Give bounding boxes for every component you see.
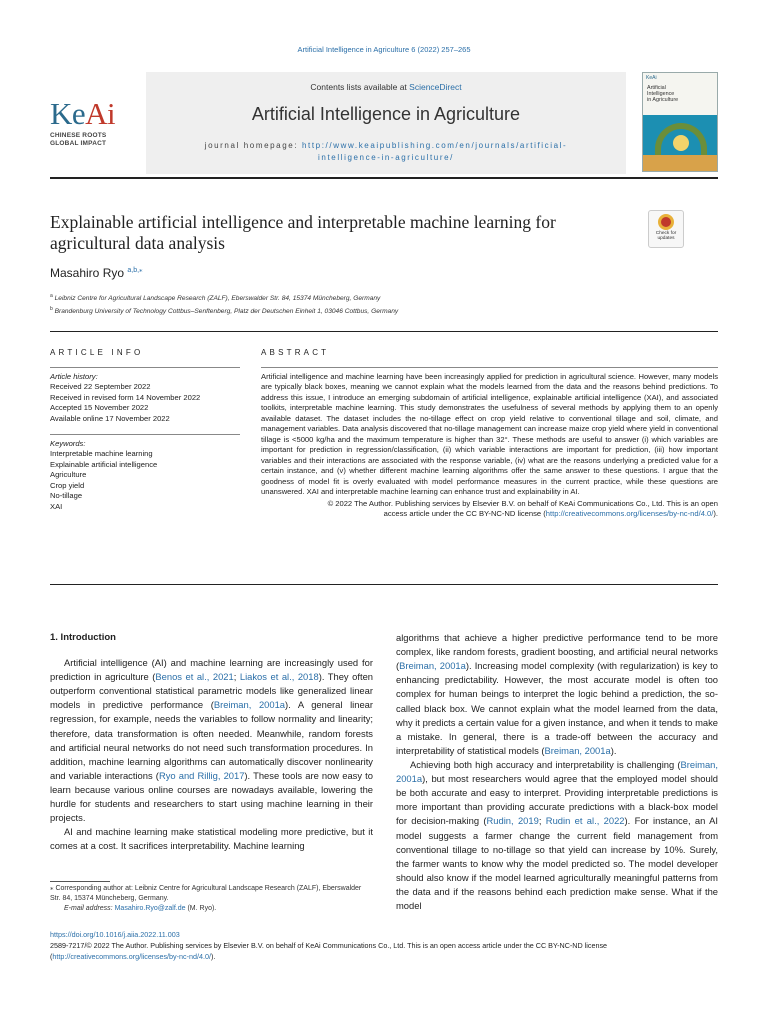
history-item: Received 22 September 2022 <box>50 382 151 392</box>
author-name[interactable]: Masahiro Ryo <box>50 266 125 280</box>
keyword-item: Explainable artificial intelligence <box>50 459 158 469</box>
citation-link[interactable]: Breiman, 2001a <box>213 699 286 711</box>
keyword-item: No-tillage <box>50 491 83 501</box>
intro-paragraph-3: algorithms that achieve a higher predictive performance tend to be more complex, like random forests, gradient boosting, and artificial neural networks (Breiman, 2001a). Increasing model complexity (with regularization) is key to enhancing predictability. However, the most accurate model is often too complex for human beings to interpret the logic behind a prediction, the so-called black box. We cannot explain what the model learned from the data, why it predicts a certain value for a given instance, and when it tends to make a mistake. In general, there is a trade-off between the accuracy and interpretability of statistical models (Breiman, 2001a). <box>396 632 718 756</box>
check-updates-icon <box>658 214 674 230</box>
journal-title: Artificial Intelligence in Agriculture <box>251 104 521 124</box>
citation-link[interactable]: Rudin, 2019 <box>486 815 539 827</box>
history-item: Accepted 15 November 2022 <box>50 403 149 413</box>
section-rule <box>50 331 718 332</box>
author-affil-marks[interactable]: a,b,⁎ <box>127 267 143 274</box>
license-link[interactable]: http://creativecommons.org/licenses/by-nc-nd/4.0/ <box>545 509 714 519</box>
keai-logo-wordmark: KeAi <box>50 96 116 131</box>
article-history: Article history: Received 22 September 2022 Received in revised form 14 November 2022 Accepted 15 November 2022 Available online 17 November 2022 <box>50 367 240 424</box>
affiliation-a: $^a$ Leibniz Centre for Agricultural Landscape Research (ZALF), Eberswalder Str. 84, 15374 Müncheberg, Germany <box>50 293 381 303</box>
affiliations <box>50 292 398 317</box>
citation-link[interactable]: Rudin et al., 2022 <box>545 815 625 827</box>
abstract-copyright: © 2022 The Author. Publishing services by Elsevier B.V. on behalf of KeAi Communications Co., Ltd. This is an open access article under the CC BY-NC-ND license (http://creativecommons.org/licenses/by-nc-nd/4.0/). <box>327 498 718 519</box>
author-email-link[interactable]: Masahiro.Ryo@zalf.de <box>114 905 186 913</box>
citation-link[interactable]: Benos et al., 2021 <box>155 671 234 683</box>
article-bottom-info: https://doi.org/10.1016/j.aiia.2022.11.003 2589-7217/© 2022 The Author. Publishing services by Elsevier B.V. on behalf of KeAi Communications Co., Ltd. This is an open access article under the CC BY-NC-ND license (http://creativecommons.org/licenses/by-nc-nd/4.0/). <box>50 930 608 961</box>
check-for-updates-button[interactable]: Check for updates <box>648 210 684 248</box>
history-item: Available online 17 November 2022 <box>50 413 170 423</box>
bottom-license-link[interactable]: http://creativecommons.org/licenses/by-nc-nd/4.0/ <box>52 951 212 961</box>
journal-header-box <box>146 72 626 174</box>
affiliation-b: $^b$ Brandenburg University of Technology Cottbus–Senftenberg, Platz der Deutschen Einheit 1, 03046 Cottbus, Germany <box>50 305 399 315</box>
keai-logo-tagline: CHINESE ROOTS GLOBAL IMPACT <box>50 132 107 148</box>
journal-reference <box>0 45 768 54</box>
article-info-heading: ARTICLE INFO <box>50 348 144 357</box>
author-line <box>50 266 143 280</box>
contents-line: Contents lists available at ScienceDirect <box>310 82 462 92</box>
keyword-item: XAI <box>50 501 63 511</box>
abstract-text: Artificial intelligence and machine learning have been increasingly applied for prediction in agricultural science. However, many models are typically black boxes, meaning we cannot explain what the models learned from the data and the reasons behind predictions. To address this issue, I introduce an emerging subdomain of artificial intelligence, explainable artificial intelligence (XAI), and associated toolkits, interpretable machine learning. This study demonstrates the usefulness of several methods by applying them to an openly available dataset. The dataset includes the no-tillage effect on crop yield relative to conventional tillage and soil, climate, and management variables. Data analysis discovered that no-tillage management can increase maize crop yield where yield in conventional tillage is <5000 kg/ha and the maximum temperature is higher than 32°. These methods are useful to answer (i) which variables are important for prediction in regression/classification, (ii) which variable interactions are important for prediction, (iii) how important variables and their interactions are associated with the response variable, (iv) what are the reasons underlying a predicted value for a certain instance, and (v) whether different machine learning algorithms offer the same answer to these questions. I argue that the goodness of model fit is overly evaluated with model performance measures in the current practice, while these questions are unanswered. XAI and interpretable machine learning can enhance trust and explainability in AI. <box>261 372 718 497</box>
article-title: Explainable artificial intelligence and interpretable machine learning for agricultural data analysis <box>50 212 556 253</box>
journal-header <box>50 72 718 174</box>
doi-link[interactable]: https://doi.org/10.1016/j.aiia.2022.11.003 <box>50 930 180 939</box>
homepage-link[interactable]: http://www.keaipublishing.com/en/journals/artificial- <box>301 141 568 150</box>
body-column-right <box>396 631 718 913</box>
citation-link[interactable]: Breiman, 2001a <box>399 660 466 672</box>
abstract-rule <box>50 584 718 585</box>
journal-cover-image: KeAi Artificial Intelligence in Agriculture <box>642 72 718 172</box>
citation-link[interactable]: Breiman, 2001a <box>544 744 611 756</box>
header-rule <box>50 177 718 179</box>
keywords-list: Keywords: Interpretable machine learning Explainable artificial intelligence Agriculture Crop yield No-tillage XAI <box>50 434 240 512</box>
homepage-link-cont[interactable]: intelligence-in-agriculture/ <box>318 152 454 162</box>
abstract-body <box>261 367 718 520</box>
abstract-heading: ABSTRACT <box>261 348 330 357</box>
body-column-left <box>50 656 373 854</box>
keyword-item: Interpretable machine learning <box>50 449 153 459</box>
history-item: Received in revised form 14 November 2022 <box>50 392 201 402</box>
intro-paragraph-1: Artificial intelligence (AI) and machine learning are increasingly used for prediction in agriculture (Benos et al., 2021; Liakos et al., 2018). They often outperform conventional statistical parametric models like generalized linear models in predictive performance (Breiman, 2001a). A general linear regression, for example, needs the variables to follow normality and linearity; therefore, data transformation is often needed. Meanwhile, random forests and artificial neural networks do not need such transformation procedures. In addition, machine learning algorithms can automatically discover nonlinearity and variable interactions (Ryo and Rillig, 2017). These tools are now easy to learn because various online courses are nowadays available, lowering the hurdle for students and researchers to start using machine learning in their projects. <box>50 657 373 824</box>
sciencedirect-link[interactable]: ScienceDirect <box>409 82 462 92</box>
keai-logo <box>50 98 140 148</box>
intro-paragraph-2: AI and machine learning make statistical modeling more predictive, but it comes at a cost. It sacrifices interpretability. Machine learning <box>50 826 373 852</box>
intro-paragraph-4: Achieving both high accuracy and interpretability is challenging (Breiman, 2001a), but most researchers would agree that the employed model should be both accurate and easy to interpret. Providing interpretable predictions is more important than providing accurate predictions with a black-box model for decision-making (Rudin, 2019; Rudin et al., 2022). For instance, an AI model suggests a farmer change the current field management from conventional tillage to no-tillage so that yield can increase by 10%. Surely, the farmer wants to know why the model predicted so. The model developer should also know if the model learned agriculturally meaningful patterns from the data and if the reasons behind each prediction make sense. What if the model <box>396 758 719 912</box>
keyword-item: Agriculture <box>50 470 87 480</box>
journal-reference-link[interactable]: Artificial Intelligence in Agriculture 6 (2022) 257–265 <box>297 45 471 54</box>
footnote-rule <box>50 881 110 882</box>
intro-heading: 1. Introduction <box>50 632 116 643</box>
citation-link[interactable]: Ryo and Rillig, 2017 <box>158 769 245 781</box>
citation-link[interactable]: Breiman, 2001a <box>396 758 718 785</box>
citation-link[interactable]: Liakos et al., 2018 <box>239 671 319 683</box>
journal-homepage: journal homepage: http://www.keaipublishing.com/en/journals/artificial- intelligence-in-agriculture/ <box>204 141 568 162</box>
corresponding-author-footnote: ⁎ Corresponding author at: Leibniz Centre for Agricultural Landscape Research (ZALF), Eberswalder Str. 84, 15374 Müncheberg, Germany. E-mail address: Masahiro.Ryo@zalf.de (M. Ryo). <box>50 885 362 913</box>
keyword-item: Crop yield <box>50 480 85 490</box>
